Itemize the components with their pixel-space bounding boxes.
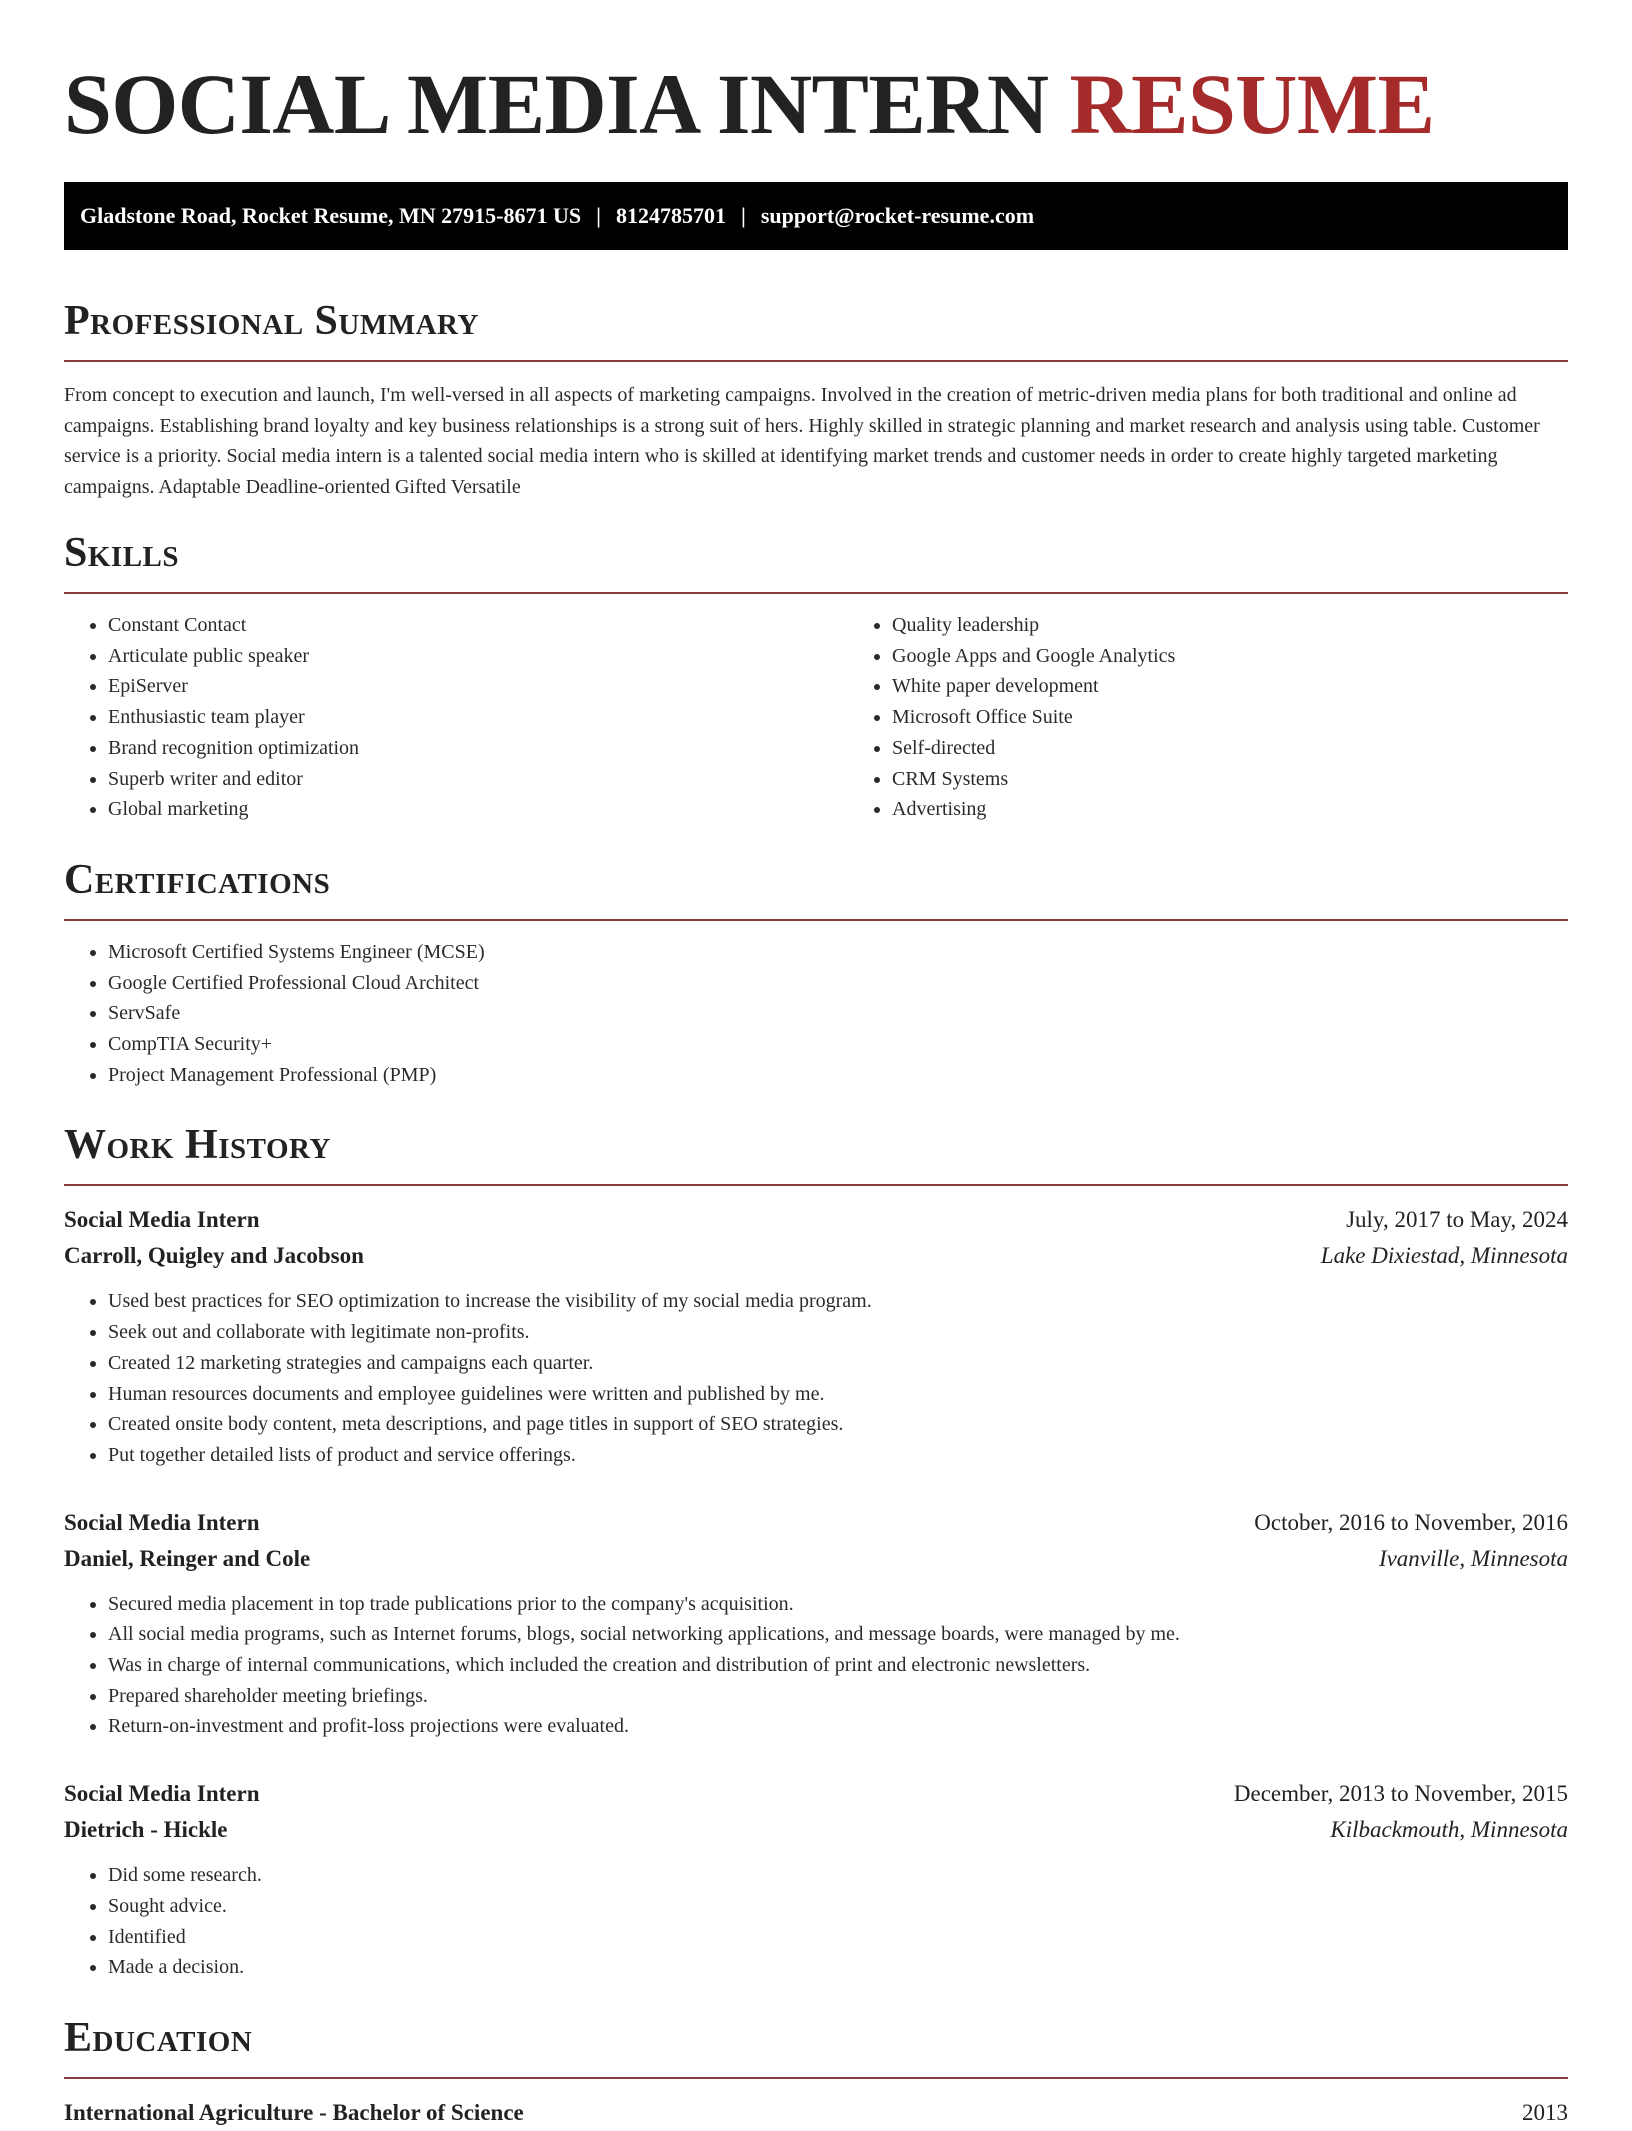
job-bullet: • All social media programs, such as Internet forums, blogs, social networking applications, and message boards, were managed by me. [108,1619,1568,1650]
job-bullet: • Created onsite body content, meta descriptions, and page titles in support of SEO strategies. [108,1409,1568,1440]
job-bullets [64,1589,1568,1743]
contact-address: Gladstone Road, Rocket Resume, MN 27915-8671 US [80,203,582,228]
skill-item: • Google Apps and Google Analytics [892,641,1568,672]
job-location: Lake Dixiestad, Minnesota [1320,1243,1568,1269]
job-subheader-row [64,1541,1568,1577]
job-entry [64,1202,1568,1470]
skill-item: • Quality leadership [892,610,1568,641]
skills-list-right [848,610,1568,825]
skills-list-left [64,610,848,825]
certification-item: • ServSafe [108,998,1568,1029]
section-heading-certifications: Certifications [64,856,331,903]
education-degree: International Agriculture - Bachelor of Science [64,2099,524,2125]
contact-bar [64,182,1568,250]
section-divider [64,919,1568,921]
skills-columns [64,594,1568,825]
job-subheader-row [64,1238,1568,1274]
certification-item: • Google Certified Professional Cloud Architect [108,968,1568,999]
skill-item: • Brand recognition optimization [108,733,848,764]
job-entry [64,1505,1568,1743]
skill-item: • EpiServer [108,671,848,702]
section-heading-education: Education [64,2014,253,2061]
summary-text: From concept to execution and launch, I'm well-versed in all aspects of marketing campaigns. Involved in the creation of metric-driven media plans for both traditional and online ad campaigns. Establishing brand loyalty and key business relationships is a strong suit of hers. Highly skilled in strategic planning and market research and analysis using table. Customer service is a priority. Social media intern is a talented social media intern who is skilled at identifying market trends and customer needs in order to create highly targeted marketing campaigns. Adaptable Deadline-oriented Gifted Versatile [64,384,1540,498]
education-section [64,2013,1568,2131]
section-heading-summary: Professional Summary [64,298,479,344]
job-bullet: • Did some research. [108,1860,1568,1891]
job-bullet: • Secured media placement in top trade publications prior to the company's acquisition. [108,1589,1568,1620]
job-bullet: • Identified [108,1922,1568,1953]
education-row [64,2095,1568,2131]
job-bullets [64,1286,1568,1470]
section-divider [64,1184,1568,1186]
job-bullet: • Seek out and collaborate with legitimate non-profits. [108,1317,1568,1348]
job-company: Carroll, Quigley and Jacobson [64,1243,364,1269]
certifications-list [64,937,1568,1091]
contact-separator: | [596,203,601,228]
certification-item: • CompTIA Security+ [108,1029,1568,1060]
job-bullet: • Made a decision. [108,1952,1568,1983]
job-bullet: • Created 12 marketing strategies and campaigns each quarter. [108,1348,1568,1379]
job-role: Social Media Intern [64,1781,260,1807]
job-bullet: • Used best practices for SEO optimization to increase the visibility of my social media program. [108,1286,1568,1317]
summary-section [64,296,1568,502]
certification-item: • Project Management Professional (PMP) [108,1060,1568,1091]
job-subheader-row [64,1812,1568,1848]
contact-separator: | [740,203,746,228]
resume-page [64,0,1568,2131]
job-header-row [64,1202,1568,1238]
job-dates: October, 2016 to November, 2016 [1254,1509,1568,1535]
title-main: SOCIAL MEDIA INTERN [64,56,1049,152]
skill-item: • Global marketing [108,794,848,825]
certification-item: • Microsoft Certified Systems Engineer (MCSE) [108,937,1568,968]
job-dates: December, 2013 to November, 2015 [1233,1781,1568,1807]
skill-item: • CRM Systems [892,764,1568,795]
skill-item: • Microsoft Office Suite [892,702,1568,733]
job-location: Kilbackmouth, Minnesota [1330,1817,1568,1843]
job-bullet: • Put together detailed lists of product and service offerings. [108,1440,1568,1471]
job-company: Dietrich - Hickle [64,1817,228,1843]
contact-phone: 8124785701 [615,203,726,228]
job-bullet: • Return-on-investment and profit-loss projections were evaluated. [108,1711,1568,1742]
skill-item: • White paper development [892,671,1568,702]
job-company: Daniel, Reinger and Cole [64,1545,311,1571]
job-entry [64,1776,1568,1983]
job-bullets [64,1860,1568,1983]
job-bullet: • Was in charge of internal communications, which included the creation and distribution of print and electronic newsletters. [108,1650,1568,1681]
job-bullet: • Prepared shareholder meeting briefings. [108,1681,1568,1712]
section-heading-skills: Skills [64,530,180,576]
section-heading-work-history: Work History [64,1122,331,1169]
skill-item: • Self-directed [892,733,1568,764]
education-year: 2013 [1522,2099,1568,2125]
skill-item: • Advertising [892,794,1568,825]
job-header-row [64,1776,1568,1812]
job-header-row [64,1505,1568,1541]
job-bullet: • Human resources documents and employee guidelines were written and published by me. [108,1379,1568,1410]
job-location: Ivanville, Minnesota [1378,1545,1568,1571]
skill-item: • Enthusiastic team player [108,702,848,733]
job-dates: July, 2017 to May, 2024 [1346,1207,1568,1233]
skill-item: • Superb writer and editor [108,764,848,795]
title-accent: RESUME [1069,56,1435,152]
job-bullet: • Sought advice. [108,1891,1568,1922]
certifications-section [64,855,1568,1091]
skill-item: • Constant Contact [108,610,848,641]
section-divider [64,2077,1568,2079]
contact-email[interactable]: support@rocket-resume.com [760,203,1035,228]
job-role: Social Media Intern [64,1509,260,1535]
work-history-section [64,1120,1568,1983]
skills-section [64,528,1568,825]
skill-item: • Articulate public speaker [108,641,848,672]
resume-title [64,0,1568,152]
section-divider [64,360,1568,362]
job-role: Social Media Intern [64,1207,260,1233]
